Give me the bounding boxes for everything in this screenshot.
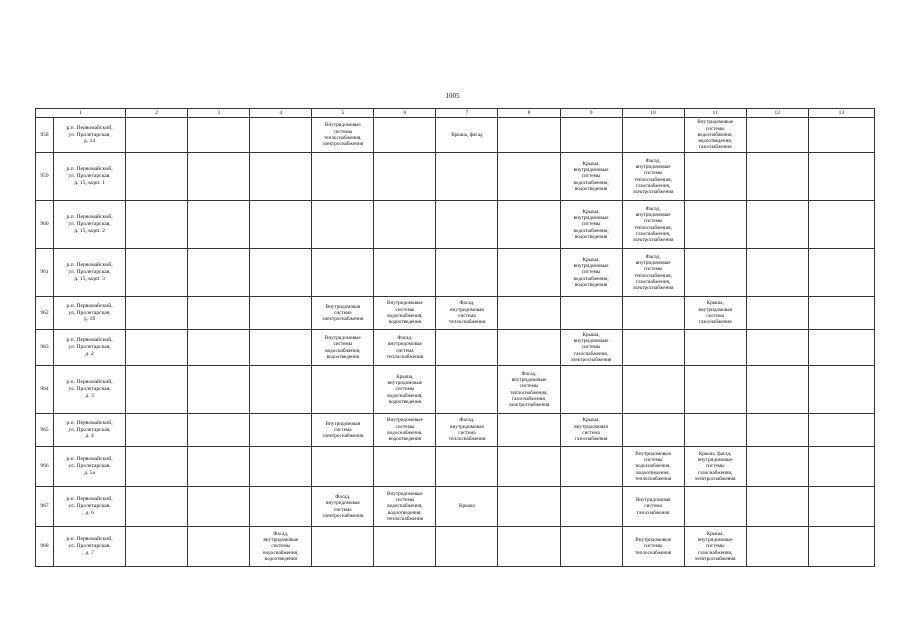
work-cell-col-9: Крыша, внутридомовые системы газоснабжения, электроснабжения: [560, 330, 622, 366]
work-cell-col-5: [312, 201, 374, 249]
repair-schedule-table: [35, 108, 875, 567]
work-cell-col-2: [126, 249, 188, 297]
work-cell-col-6: [374, 201, 436, 249]
work-cell-col-9: Крыша, внутридомовые системы водоснабжения, водоотведения: [560, 201, 622, 249]
page-number: 1005: [445, 92, 460, 100]
row-number: 964: [36, 366, 54, 414]
table-row: [36, 118, 875, 153]
work-cell-col-13: [808, 249, 874, 297]
work-cell-col-4: [250, 487, 312, 527]
work-cell-col-5: [312, 153, 374, 201]
work-cell-col-11: [684, 487, 746, 527]
work-cell-col-11: Крыша, внутридомовая система газоснабжения: [684, 297, 746, 330]
address-cell: р.п. Первомайский, ул. Пролетарская, д. 15, корп. 1: [54, 153, 126, 201]
work-cell-col-4: Фасад, внутридомовые системы водоснабжения, водоотведения: [250, 527, 312, 567]
work-cell-col-11: [684, 366, 746, 414]
column-header-10: 10: [622, 109, 684, 118]
column-header-6: 6: [374, 109, 436, 118]
work-cell-col-11: [684, 414, 746, 447]
row-number: 959: [36, 153, 54, 201]
work-cell-col-12: [746, 297, 808, 330]
work-cell-col-6: [374, 447, 436, 487]
work-cell-col-5: [312, 527, 374, 567]
column-header-4: 4: [250, 109, 312, 118]
work-cell-col-12: [746, 118, 808, 153]
work-cell-col-6: Внутридомовые системы водоснабжения, водоотведения, теплоснабжения: [374, 487, 436, 527]
work-cell-col-11: [684, 249, 746, 297]
work-cell-col-11: [684, 201, 746, 249]
work-cell-col-5: Фасад, внутридомовая система электроснабжения: [312, 487, 374, 527]
work-cell-col-11: [684, 330, 746, 366]
table-row: [36, 487, 875, 527]
work-cell-col-9: [560, 527, 622, 567]
work-cell-col-9: [560, 487, 622, 527]
address-cell: р.п. Первомайский, ул. Пролетарская, д. 4: [54, 414, 126, 447]
address-cell: р.п. Первомайский, ул. Пролетарская, д. 15, корп. 3: [54, 249, 126, 297]
work-cell-col-7: [436, 366, 498, 414]
work-cell-col-8: [498, 153, 560, 201]
work-cell-col-11: Внутридомовые системы водоснабжения, водоотведения, газоснабжения: [684, 118, 746, 153]
column-header-12: 12: [746, 109, 808, 118]
work-cell-col-11: [684, 153, 746, 201]
table-row: [36, 201, 875, 249]
work-cell-col-4: [250, 330, 312, 366]
work-cell-col-12: [746, 527, 808, 567]
work-cell-col-10: [622, 414, 684, 447]
work-cell-col-6: Фасад, внутридомовая система теплоснабжения: [374, 330, 436, 366]
work-cell-col-11: Крыша, фасад, внутридомовые системы газоснабжения, электроснабжения: [684, 447, 746, 487]
work-cell-col-13: [808, 153, 874, 201]
work-cell-col-7: Крыша: [436, 487, 498, 527]
work-cell-col-6: [374, 118, 436, 153]
work-cell-col-4: [250, 118, 312, 153]
work-cell-col-8: [498, 297, 560, 330]
work-cell-col-12: [746, 487, 808, 527]
column-header-9: 9: [560, 109, 622, 118]
work-cell-col-8: Фасад, внутридомовые системы теплоснабжения, газоснабжения, электроснабжения: [498, 366, 560, 414]
work-cell-col-8: [498, 249, 560, 297]
work-cell-col-12: [746, 153, 808, 201]
header-row: [36, 109, 875, 118]
work-cell-col-13: [808, 414, 874, 447]
work-cell-col-11: Крыша, внутридомовые системы газоснабжения, электроснабжения: [684, 527, 746, 567]
row-number: 960: [36, 201, 54, 249]
work-cell-col-4: [250, 414, 312, 447]
work-cell-col-5: Внутридомовые системы водоснабжения, водоотведения: [312, 330, 374, 366]
work-cell-col-2: [126, 297, 188, 330]
work-cell-col-13: [808, 447, 874, 487]
work-cell-col-5: [312, 366, 374, 414]
work-cell-col-2: [126, 330, 188, 366]
work-cell-col-9: [560, 447, 622, 487]
address-cell: р.п. Первомайский, ул. Пролетарская, д. 2: [54, 330, 126, 366]
work-cell-col-10: [622, 297, 684, 330]
column-header-13: 13: [808, 109, 874, 118]
work-cell-col-7: [436, 527, 498, 567]
work-cell-col-10: Фасад, внутридомовые системы теплоснабжения, газоснабжения, электроснабжения: [622, 249, 684, 297]
address-cell: р.п. Первомайский, ул. Пролетарская, д. 3: [54, 366, 126, 414]
work-cell-col-5: [312, 447, 374, 487]
work-cell-col-2: [126, 447, 188, 487]
work-cell-col-9: [560, 297, 622, 330]
row-number: 968: [36, 527, 54, 567]
work-cell-col-10: [622, 118, 684, 153]
work-cell-col-4: [250, 153, 312, 201]
work-cell-col-5: Внутридомовые системы теплоснабжения, электроснабжения: [312, 118, 374, 153]
work-cell-col-8: [498, 201, 560, 249]
column-header-1: 1: [36, 109, 126, 118]
address-cell: р.п. Первомайский, ул. Пролетарская, д. 7: [54, 527, 126, 567]
work-cell-col-9: Крыша, внутридомовые системы водоснабжения, водоотведения: [560, 153, 622, 201]
work-cell-col-2: [126, 414, 188, 447]
work-cell-col-12: [746, 249, 808, 297]
work-cell-col-8: [498, 414, 560, 447]
work-cell-col-6: Внутридомовые системы водоснабжения, водоотведения: [374, 297, 436, 330]
work-cell-col-3: [188, 118, 250, 153]
work-cell-col-4: [250, 201, 312, 249]
work-cell-col-7: [436, 447, 498, 487]
column-header-3: 3: [188, 109, 250, 118]
row-number: 967: [36, 487, 54, 527]
work-cell-col-9: Крыша, внутридомовая система газоснабжения: [560, 414, 622, 447]
row-number: 965: [36, 414, 54, 447]
work-cell-col-7: Фасад, внутридомовая система теплоснабжения: [436, 297, 498, 330]
work-cell-col-7: [436, 330, 498, 366]
work-cell-col-2: [126, 366, 188, 414]
work-cell-col-13: [808, 366, 874, 414]
work-cell-col-4: [250, 249, 312, 297]
work-cell-col-7: [436, 249, 498, 297]
work-cell-col-6: [374, 527, 436, 567]
address-cell: р.п. Первомайский, ул. Пролетарская, д. 1б: [54, 297, 126, 330]
work-cell-col-5: [312, 249, 374, 297]
work-cell-col-10: [622, 366, 684, 414]
work-cell-col-2: [126, 487, 188, 527]
work-cell-col-10: Внутридомовые системы теплоснабжения: [622, 527, 684, 567]
work-cell-col-5: Внутридомовая система электроснабжения: [312, 414, 374, 447]
column-header-2: 2: [126, 109, 188, 118]
work-cell-col-3: [188, 330, 250, 366]
work-cell-col-6: Крыша, внутридомовые системы водоснабжения, водоотведения: [374, 366, 436, 414]
row-number: 966: [36, 447, 54, 487]
work-cell-col-7: [436, 153, 498, 201]
work-cell-col-7: Фасад, внутридомовая система теплоснабжения: [436, 414, 498, 447]
work-cell-col-12: [746, 414, 808, 447]
work-cell-col-8: [498, 487, 560, 527]
work-cell-col-3: [188, 201, 250, 249]
work-cell-col-7: Крыша, фасад: [436, 118, 498, 153]
table-row: [36, 414, 875, 447]
table-row: [36, 249, 875, 297]
work-cell-col-3: [188, 153, 250, 201]
work-cell-col-5: Внутридомовая система электроснабжения: [312, 297, 374, 330]
row-number: 961: [36, 249, 54, 297]
work-cell-col-13: [808, 330, 874, 366]
work-cell-col-3: [188, 527, 250, 567]
work-cell-col-2: [126, 201, 188, 249]
column-header-8: 8: [498, 109, 560, 118]
work-cell-col-13: [808, 527, 874, 567]
work-cell-col-12: [746, 330, 808, 366]
work-cell-col-3: [188, 366, 250, 414]
work-cell-col-3: [188, 447, 250, 487]
work-cell-col-10: Внутридомовые системы водоснабжения, водоотведения, теплоснабжения: [622, 447, 684, 487]
address-cell: р.п. Первомайский, ул. Пролетарская, д. 15, корп. 2: [54, 201, 126, 249]
work-cell-col-13: [808, 201, 874, 249]
address-cell: р.п. Первомайский, ул. Пролетарская, д. 14: [54, 118, 126, 153]
work-cell-col-12: [746, 366, 808, 414]
work-cell-col-10: [622, 330, 684, 366]
table-row: [36, 527, 875, 567]
work-cell-col-6: [374, 153, 436, 201]
row-number: 962: [36, 297, 54, 330]
work-cell-col-12: [746, 447, 808, 487]
table-row: [36, 297, 875, 330]
work-cell-col-8: [498, 118, 560, 153]
table-row: [36, 330, 875, 366]
work-cell-col-4: [250, 366, 312, 414]
work-cell-col-4: [250, 297, 312, 330]
column-header-11: 11: [684, 109, 746, 118]
work-cell-col-9: [560, 118, 622, 153]
work-cell-col-7: [436, 201, 498, 249]
work-cell-col-2: [126, 153, 188, 201]
column-header-7: 7: [436, 109, 498, 118]
work-cell-col-3: [188, 249, 250, 297]
work-cell-col-13: [808, 297, 874, 330]
work-cell-col-3: [188, 297, 250, 330]
address-cell: р.п. Первомайский, ул. Пролетарская, д. 6: [54, 487, 126, 527]
work-cell-col-6: Внутридомовые системы водоснабжения, водоотведения: [374, 414, 436, 447]
table-row: [36, 153, 875, 201]
work-cell-col-8: [498, 527, 560, 567]
work-cell-col-3: [188, 487, 250, 527]
work-cell-col-10: Фасад, внутридомовые системы теплоснабжения, газоснабжения, электроснабжения: [622, 201, 684, 249]
work-cell-col-8: [498, 330, 560, 366]
column-header-5: 5: [312, 109, 374, 118]
row-number: 958: [36, 118, 54, 153]
work-cell-col-8: [498, 447, 560, 487]
work-cell-col-2: [126, 527, 188, 567]
work-cell-col-12: [746, 201, 808, 249]
work-cell-col-9: Крыша, внутридомовые системы водоснабжения, водоотведения: [560, 249, 622, 297]
work-cell-col-9: [560, 366, 622, 414]
work-cell-col-6: [374, 249, 436, 297]
work-cell-col-10: Внутридомовая система газоснабжения: [622, 487, 684, 527]
address-cell: р.п. Первомайский, ул. Пролетарская, д. 5а: [54, 447, 126, 487]
work-cell-col-4: [250, 447, 312, 487]
work-cell-col-13: [808, 487, 874, 527]
row-number: 963: [36, 330, 54, 366]
work-cell-col-13: [808, 118, 874, 153]
work-cell-col-10: Фасад, внутридомовые системы теплоснабжения, газоснабжения, электроснабжения: [622, 153, 684, 201]
work-cell-col-3: [188, 414, 250, 447]
table-row: [36, 447, 875, 487]
work-cell-col-2: [126, 118, 188, 153]
table-row: [36, 366, 875, 414]
